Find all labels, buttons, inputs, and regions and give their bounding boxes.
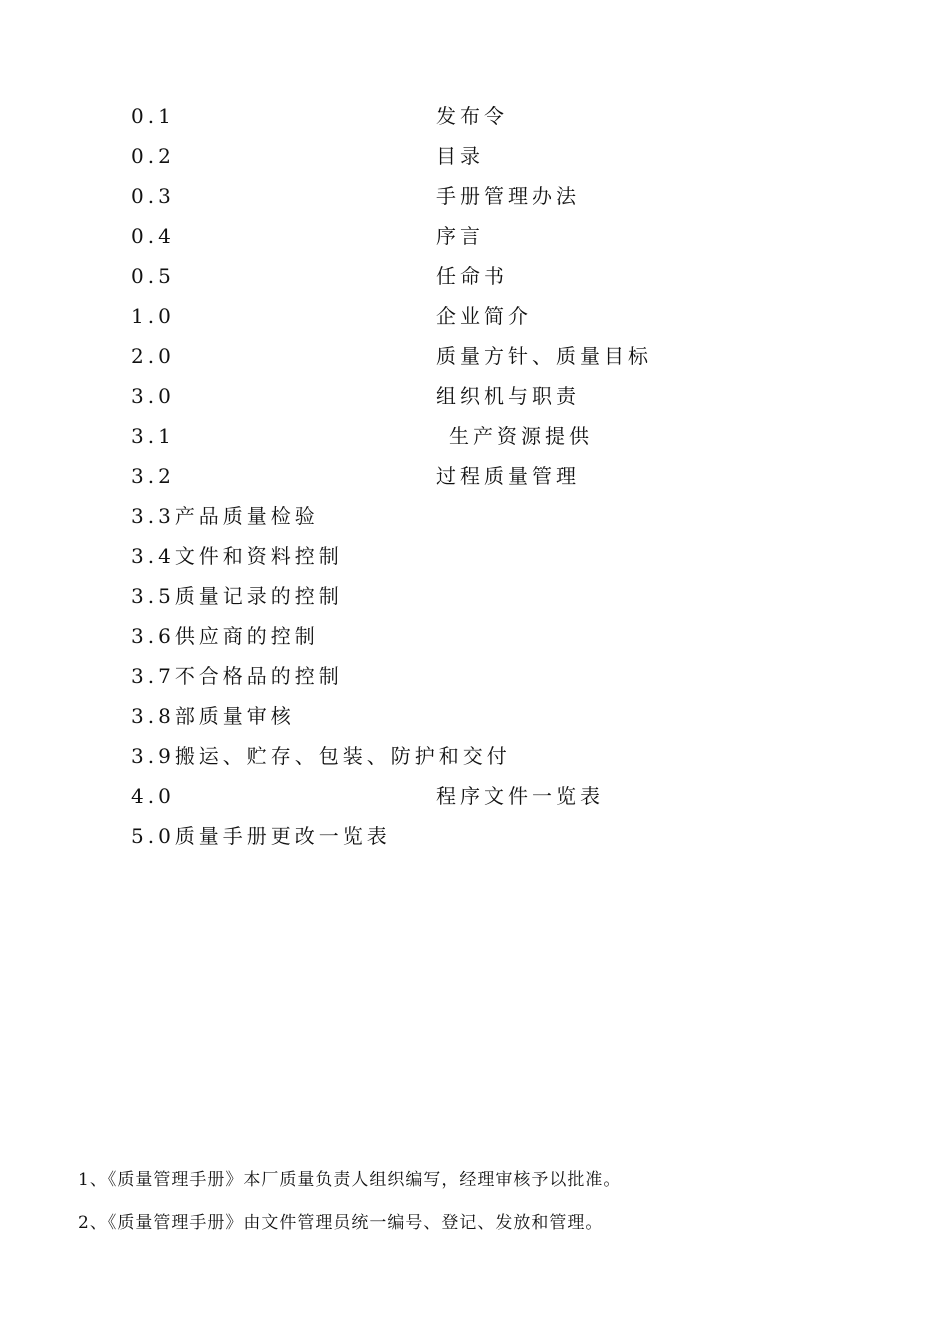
- toc-row: [0, 661, 950, 701]
- toc-row: [0, 461, 950, 501]
- toc-number: 0.5: [131, 264, 175, 288]
- toc-title: 质量方针、质量目标: [436, 344, 652, 368]
- toc-title: 企业简介: [436, 304, 532, 328]
- toc-title: 不合格品的控制: [174, 664, 343, 688]
- toc-number: 3.8: [131, 704, 175, 728]
- toc-row: [0, 501, 950, 541]
- toc-number: 3.5: [131, 584, 175, 608]
- toc-title: 质量记录的控制: [174, 584, 343, 608]
- toc-entry: [131, 541, 343, 571]
- toc-number: 0.1: [131, 104, 175, 128]
- toc-title: 序言: [436, 224, 484, 248]
- toc-row: [0, 141, 950, 181]
- toc-number: 3.4: [131, 544, 175, 568]
- toc-title: 产品质量检验: [174, 504, 319, 528]
- toc-entry: [131, 701, 295, 731]
- toc-title: 发布令: [436, 104, 508, 128]
- toc-entry: [131, 501, 319, 531]
- toc-number: 0.4: [131, 224, 175, 248]
- toc-number: 1.0: [131, 304, 175, 328]
- toc-number: 3.9: [131, 744, 175, 768]
- toc-number: 0.2: [131, 144, 175, 168]
- note-line: 1、《质量管理手册》本厂质量负责人组织编写，经理审核予以批准。: [78, 1170, 622, 1190]
- toc-row: [0, 381, 950, 421]
- toc-title: 搬运、贮存、包装、防护和交付: [174, 744, 511, 768]
- toc-row: [0, 741, 950, 781]
- toc-row: [0, 701, 950, 741]
- toc-row: [0, 181, 950, 221]
- toc-row: [0, 621, 950, 661]
- toc-row: [0, 581, 950, 621]
- toc-number: 4.0: [131, 784, 175, 808]
- toc-title: 过程质量管理: [436, 464, 580, 488]
- toc-title: 生产资源提供: [449, 424, 593, 448]
- toc-entry: [131, 621, 319, 651]
- toc-number: 2.0: [131, 344, 175, 368]
- toc-title: 程序文件一览表: [436, 784, 604, 808]
- toc-row: [0, 301, 950, 341]
- toc-number: 3.1: [131, 424, 175, 448]
- toc-row: [0, 541, 950, 581]
- toc-entry: [131, 821, 391, 851]
- toc-title: 任命书: [436, 264, 508, 288]
- toc-row: [0, 261, 950, 301]
- toc-row: [0, 221, 950, 261]
- toc-row: [0, 101, 950, 141]
- toc-title: 组织机与职责: [436, 384, 580, 408]
- toc-title: 文件和资料控制: [174, 544, 343, 568]
- toc-number: 5.0: [131, 824, 175, 848]
- toc-number: 3.6: [131, 624, 175, 648]
- toc-number: 0.3: [131, 184, 175, 208]
- toc-row: [0, 341, 950, 381]
- toc-title: 质量手册更改一览表: [174, 824, 391, 848]
- toc-row: [0, 421, 950, 461]
- note-line: 2、《质量管理手册》由文件管理员统一编号、登记、发放和管理。: [78, 1213, 604, 1233]
- toc-title: 部质量审核: [174, 704, 295, 728]
- toc-row: [0, 821, 950, 861]
- toc-row: [0, 781, 950, 821]
- toc-title: 供应商的控制: [174, 624, 319, 648]
- toc-title: 手册管理办法: [436, 184, 580, 208]
- toc-number: 3.2: [131, 464, 175, 488]
- toc-number: 3.7: [131, 664, 175, 688]
- toc-number: 3.0: [131, 384, 175, 408]
- toc-entry: [131, 661, 343, 691]
- toc-entry: [131, 741, 511, 771]
- toc-number: 3.3: [131, 504, 175, 528]
- toc-entry: [131, 581, 343, 611]
- toc-title: 目录: [436, 144, 484, 168]
